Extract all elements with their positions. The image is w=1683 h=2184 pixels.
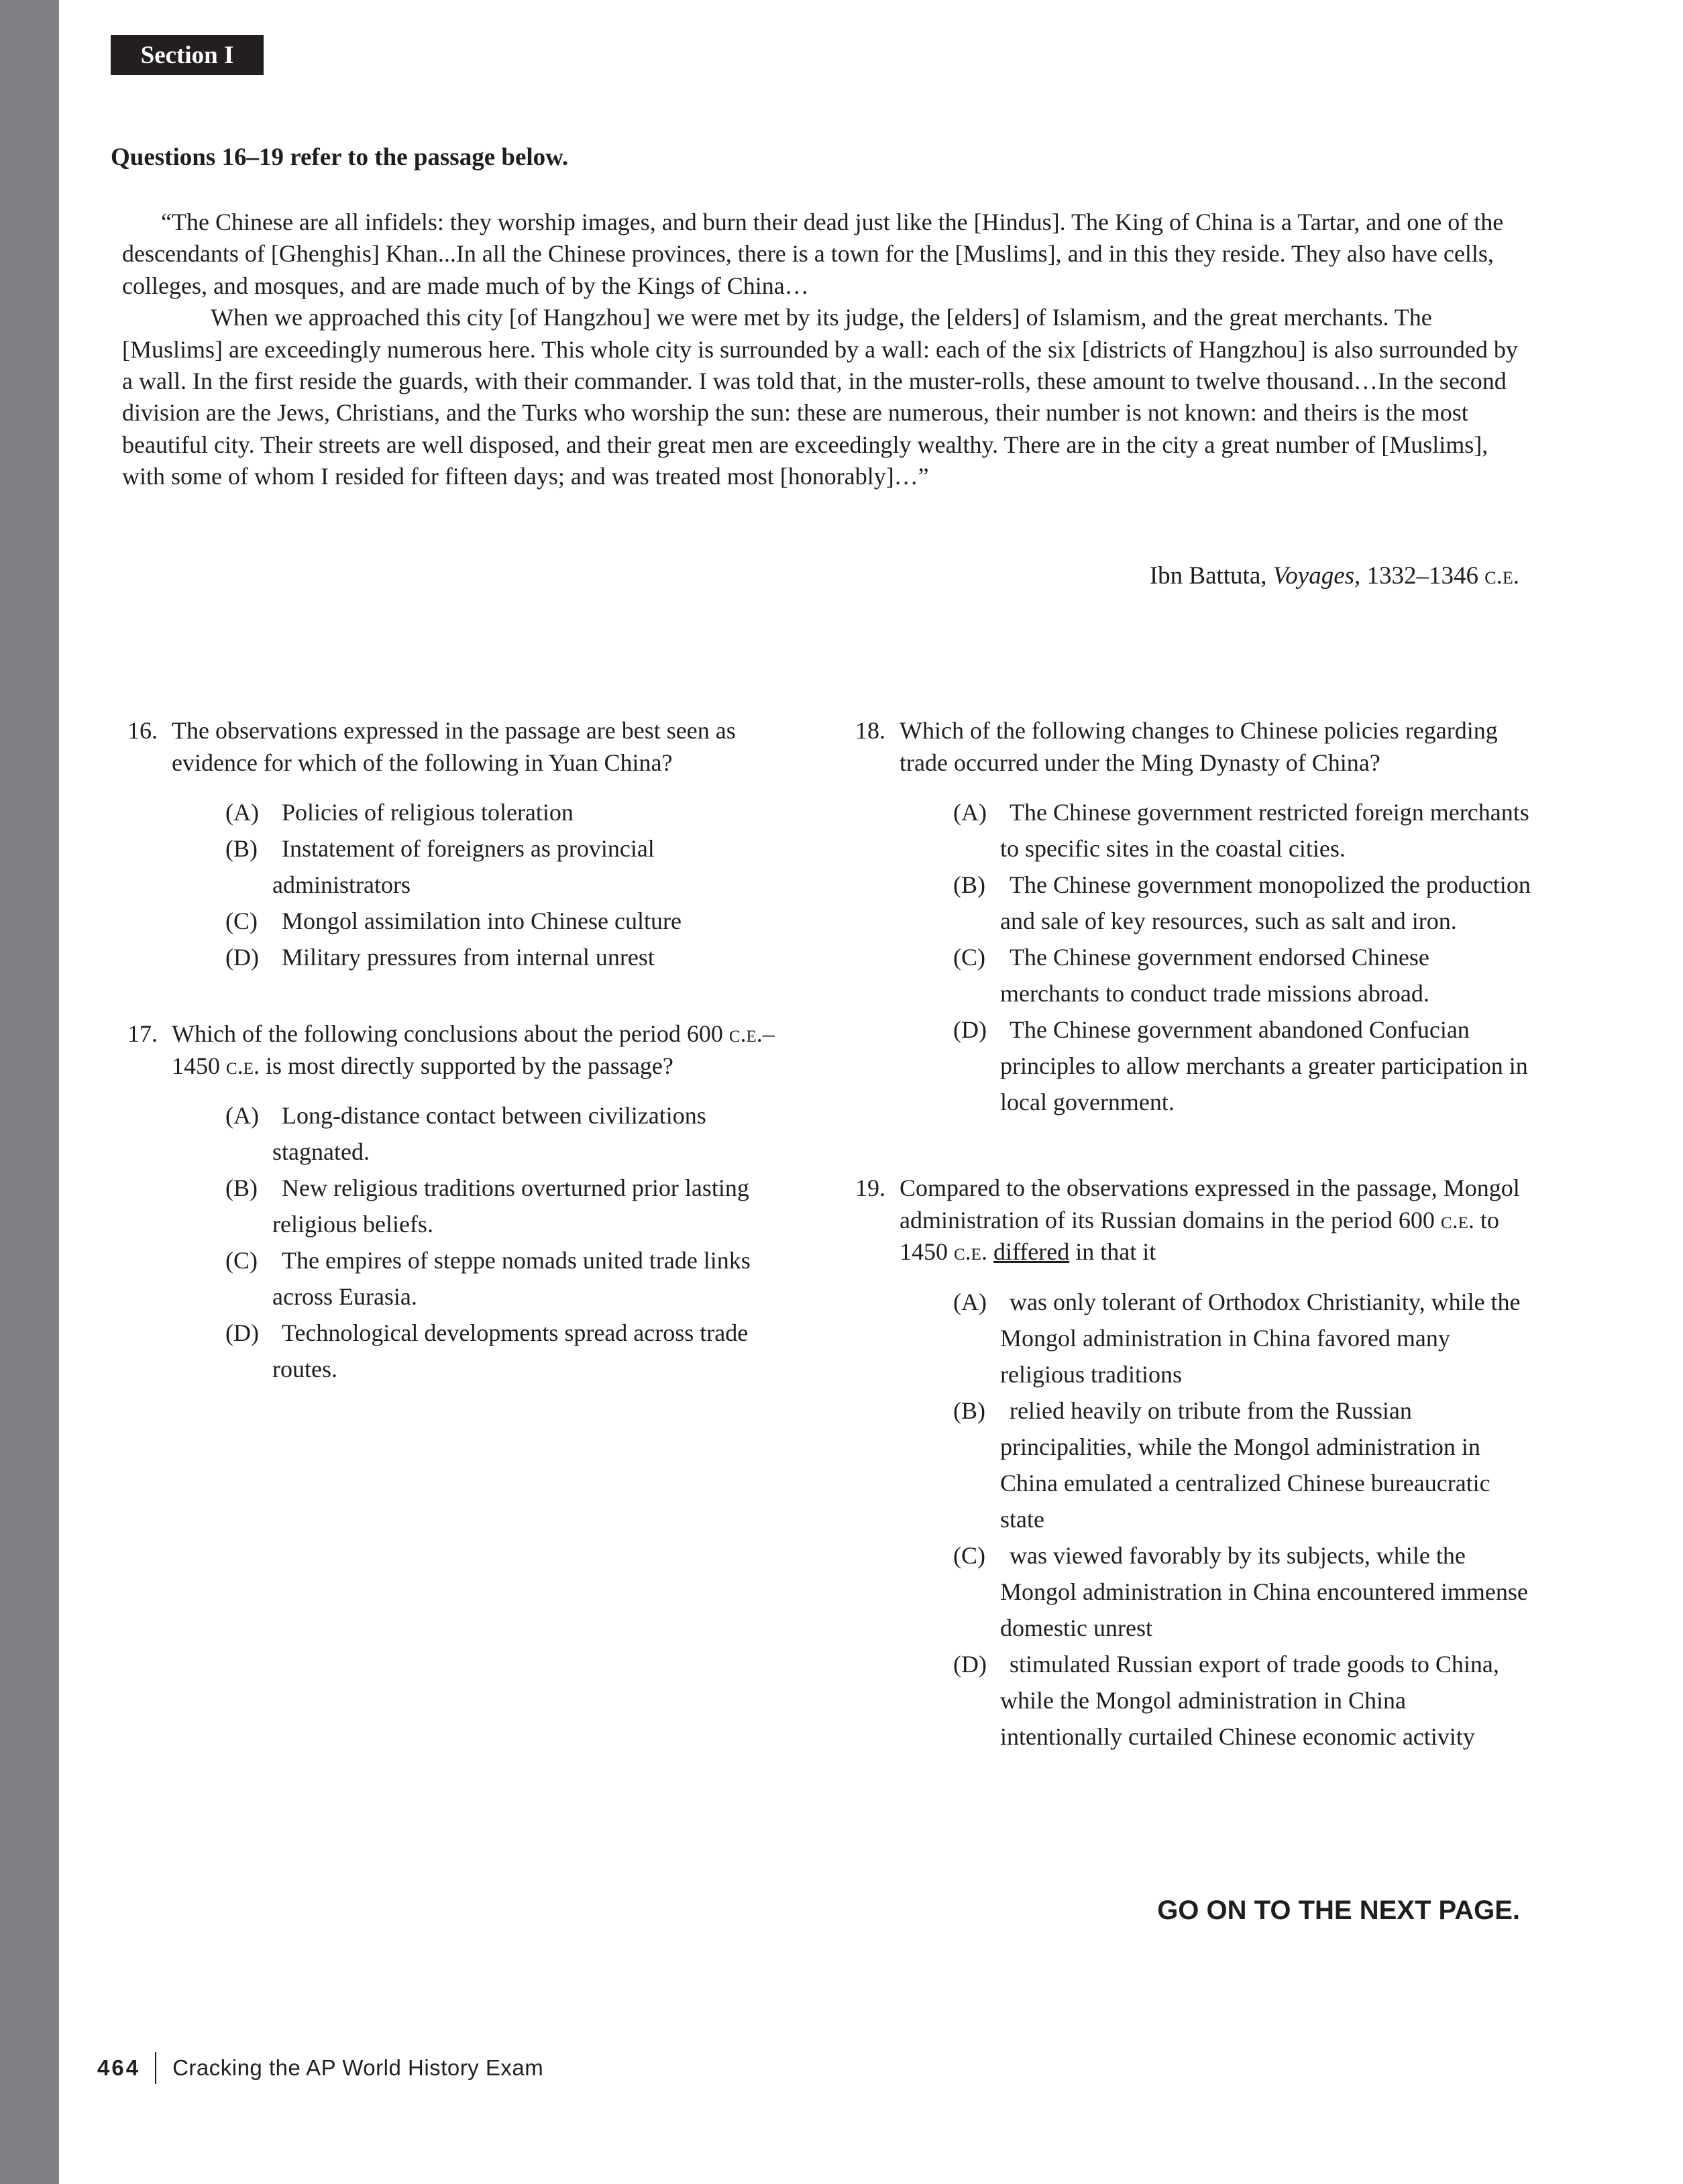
answer-option-c[interactable] xyxy=(172,1242,792,1315)
question-number: 18. xyxy=(855,717,885,744)
citation-work: Voyages, xyxy=(1272,562,1361,590)
option-letter: (C) xyxy=(225,908,258,934)
option-text: Policies of religious toleration xyxy=(282,799,574,826)
stem-part: is most directly supported by the passage? xyxy=(259,1052,673,1079)
option-text: The Chinese government monopolized the production and sale of key resources, such as salt and iron. xyxy=(1000,871,1531,934)
stem-part: Compared to the observations expressed in the passage, Mongol administration of its Russian domains in the period 600 xyxy=(900,1175,1520,1234)
right-column xyxy=(855,715,1533,1755)
question-stem: Which of the following changes to Chinese policies regarding trade occurred under the Ming Dynasty of China? xyxy=(900,717,1498,776)
stem-part: Which of the following conclusions about the period 600 xyxy=(172,1020,729,1047)
left-column xyxy=(127,715,792,1387)
answer-option-d[interactable] xyxy=(900,1646,1533,1755)
question-spacer xyxy=(127,975,792,1018)
question-18 xyxy=(855,715,1533,1120)
answer-options xyxy=(172,794,792,975)
option-text: The Chinese government endorsed Chinese merchants to conduct trade missions abroad. xyxy=(1000,944,1429,1007)
era-label: c.e. xyxy=(1440,1206,1474,1234)
option-text: was viewed favorably by its subjects, while the Mongol administration in China encountered immense domestic unrest xyxy=(1000,1541,1528,1641)
footer-divider xyxy=(155,2052,156,2084)
book-title: Cracking the AP World History Exam xyxy=(172,2055,544,2080)
citation-era: c.e. xyxy=(1484,562,1519,590)
stem-part: in that it xyxy=(1069,1238,1156,1265)
question-number: 16. xyxy=(127,717,158,744)
era-label: c.e. xyxy=(954,1238,987,1265)
option-letter: (D) xyxy=(953,1016,987,1043)
option-letter: (A) xyxy=(953,799,987,826)
answer-option-a[interactable] xyxy=(900,794,1533,867)
option-letter: (B) xyxy=(225,835,258,862)
passage-paragraph-1: “The Chinese are all infidels: they worship images, and burn their dead just like the [Hindus]. The King of China is a Tartar, and one of the descendants of [Ghenghis] Khan...In all the Chinese provinces, there is a town for the [Muslims], and in this they reside. They also have cells, colleges, and mosques, and are made much of by the Kings of China… xyxy=(122,209,1504,299)
option-text: The Chinese government restricted foreign merchants to specific sites in the coastal cities. xyxy=(1000,799,1529,862)
option-letter: (B) xyxy=(953,1397,985,1424)
stem-part: –1450 xyxy=(172,1020,775,1079)
passage-paragraph-2: When we approached this city [of Hangzhou] we were met by its judge, the [elders] of Islamism, and the great merchants. The [Muslims] are exceedingly numerous here. This whole city is surrounded by a wall: each of the six [districts of Hangzhou] is also surrounded by a wall. In the first reside the guards, with their commander. I was told that, in the muster-rolls, these amount to twelve thousand…In the second division are the Jews, Christians, and the Turks who worship the sun: these are numerous, their number is not known: and theirs is the most beautiful city. Their streets are well disposed, and their great men are exceedingly wealthy. There are in the city a great number of [Muslims], with some of whom I resided for fifteen days; and was treated most [honorably]…” xyxy=(122,304,1518,490)
option-text: was only tolerant of Orthodox Christianity, while the Mongol administration in China favored many religious traditions xyxy=(1000,1288,1521,1388)
answer-option-c[interactable] xyxy=(172,903,792,939)
option-letter: (B) xyxy=(225,1175,258,1201)
option-text: Military pressures from internal unrest xyxy=(282,944,655,971)
answer-option-a[interactable] xyxy=(172,794,792,830)
option-letter: (D) xyxy=(225,944,259,971)
option-text: The Chinese government abandoned Confucian principles to allow merchants a greater participation in local government. xyxy=(1000,1016,1528,1115)
question-stem xyxy=(172,1018,792,1082)
option-letter: (A) xyxy=(225,799,259,826)
option-letter: (A) xyxy=(953,1288,987,1315)
option-letter: (C) xyxy=(953,1541,985,1569)
option-letter: (A) xyxy=(225,1102,259,1129)
option-letter: (C) xyxy=(225,1247,258,1274)
passage-citation xyxy=(1150,561,1519,590)
answer-option-a[interactable] xyxy=(900,1284,1533,1393)
option-letter: (D) xyxy=(225,1319,259,1346)
answer-option-b[interactable] xyxy=(900,1393,1533,1537)
answer-options xyxy=(172,1097,792,1387)
answer-options xyxy=(900,1284,1533,1755)
option-text: relied heavily on tribute from the Russian principalities, while the Mongol administration in China emulated a centralized Chinese bureaucratic state xyxy=(1000,1397,1490,1533)
era-label: c.e. xyxy=(728,1020,763,1047)
option-letter: (C) xyxy=(953,944,985,971)
answer-option-d[interactable] xyxy=(172,939,792,975)
answer-option-b[interactable] xyxy=(900,867,1533,939)
underlined-keyword: differed xyxy=(993,1238,1070,1265)
stem-part: to 1450 xyxy=(900,1206,1499,1265)
option-letter: (B) xyxy=(953,871,985,898)
answer-option-d[interactable] xyxy=(900,1012,1533,1120)
option-text: New religious traditions overturned prior lasting religious beliefs. xyxy=(272,1175,749,1238)
section-label: Section I xyxy=(111,35,264,75)
option-text: Instatement of foreigners as provincial administrators xyxy=(272,835,655,898)
page-number: 464 xyxy=(97,2055,141,2080)
option-text: Mongol assimilation into Chinese culture xyxy=(282,908,682,934)
question-number: 19. xyxy=(855,1175,885,1201)
question-stem: The observations expressed in the passage are best seen as evidence for which of the following in Yuan China? xyxy=(172,717,736,776)
question-16 xyxy=(127,715,792,975)
answer-option-a[interactable] xyxy=(172,1097,792,1170)
citation-dates: 1332–1346 xyxy=(1360,562,1485,590)
option-letter: (D) xyxy=(953,1650,987,1678)
question-number: 17. xyxy=(127,1020,158,1047)
answer-option-b[interactable] xyxy=(172,1170,792,1242)
page-side-bar xyxy=(0,0,59,2184)
answer-option-c[interactable] xyxy=(900,939,1533,1012)
answer-option-b[interactable] xyxy=(172,830,792,903)
option-text: stimulated Russian export of trade goods to China, while the Mongol administration in China intentionally curtailed Chinese economic activity xyxy=(1000,1650,1499,1750)
era-label: c.e. xyxy=(226,1052,260,1079)
answer-option-d[interactable] xyxy=(172,1315,792,1387)
question-stem xyxy=(900,1172,1533,1268)
answer-options xyxy=(900,794,1533,1120)
answer-option-c[interactable] xyxy=(900,1537,1533,1646)
option-text: Long-distance contact between civilizations stagnated. xyxy=(272,1102,706,1165)
stem-part xyxy=(987,1238,993,1265)
option-text: Technological developments spread across trade routes. xyxy=(272,1319,749,1382)
passage xyxy=(122,207,1521,493)
citation-author: Ibn Battuta, xyxy=(1149,562,1273,590)
question-17 xyxy=(127,1018,792,1387)
option-text: The empires of steppe nomads united trade links across Eurasia. xyxy=(272,1247,751,1310)
go-on-notice: GO ON TO THE NEXT PAGE. xyxy=(1157,1896,1520,1925)
question-spacer xyxy=(855,1120,1533,1172)
question-19 xyxy=(855,1172,1533,1755)
page-footer xyxy=(97,2055,543,2081)
questions-intro: Questions 16–19 refer to the passage below. xyxy=(111,144,569,171)
